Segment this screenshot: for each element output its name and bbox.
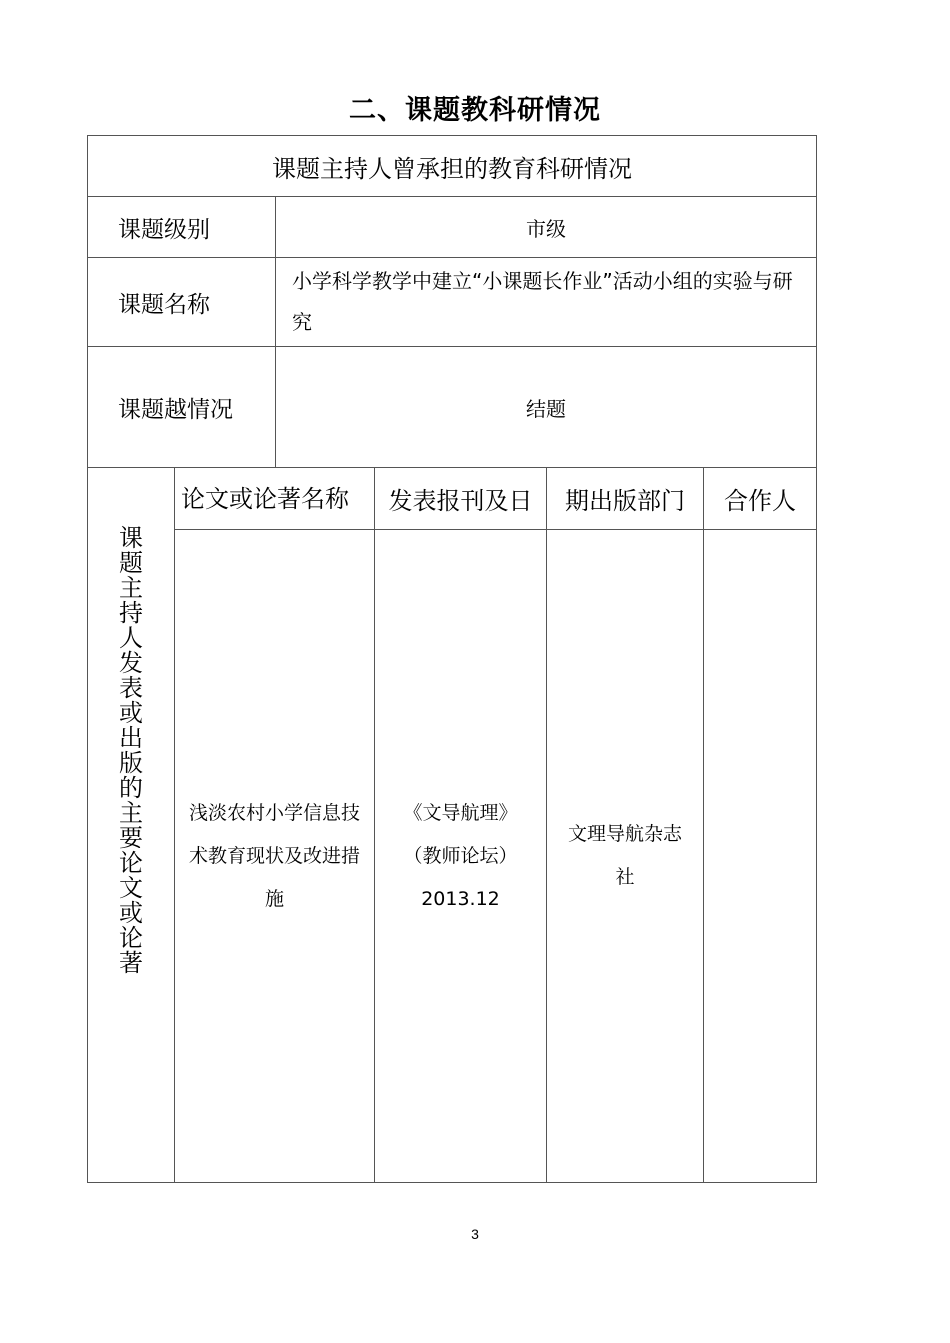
- publications-side-cell: [87, 467, 175, 1183]
- name-value: 小学科学教学中建立“小课题长作业”活动小组的实验与研究: [275, 257, 817, 347]
- entry-journal: 《文导航理》（教师论坛）2013.12: [374, 529, 547, 1183]
- entry-coauthor: [703, 529, 817, 1183]
- entry-paper-title: 浅淡农村小学信息技术教育现状及改进措施: [174, 529, 375, 1183]
- level-value: 市级: [275, 196, 817, 258]
- name-label: 课题名称: [87, 257, 276, 347]
- level-label: 课题级别: [87, 196, 276, 258]
- page-number: 3: [471, 1226, 479, 1242]
- section-header: 课题主持人曾承担的教育科研情况: [87, 135, 817, 197]
- publications-side-label: 课题主持人发表或出版的主要论文或论著: [119, 524, 143, 977]
- header-journal: 发表报刊及日: [374, 467, 547, 530]
- status-value: 结题: [275, 346, 817, 468]
- research-table: [87, 135, 817, 1183]
- entry-publisher: 文理导航杂志社: [546, 529, 704, 1183]
- header-coauthor: 合作人: [703, 467, 817, 530]
- header-paper-title: 论文或论著名称: [174, 467, 375, 530]
- status-label: 课题越情况: [87, 346, 276, 468]
- header-publisher: 期出版部门: [546, 467, 704, 530]
- page-title: 二、课题教科研情况: [349, 95, 601, 126]
